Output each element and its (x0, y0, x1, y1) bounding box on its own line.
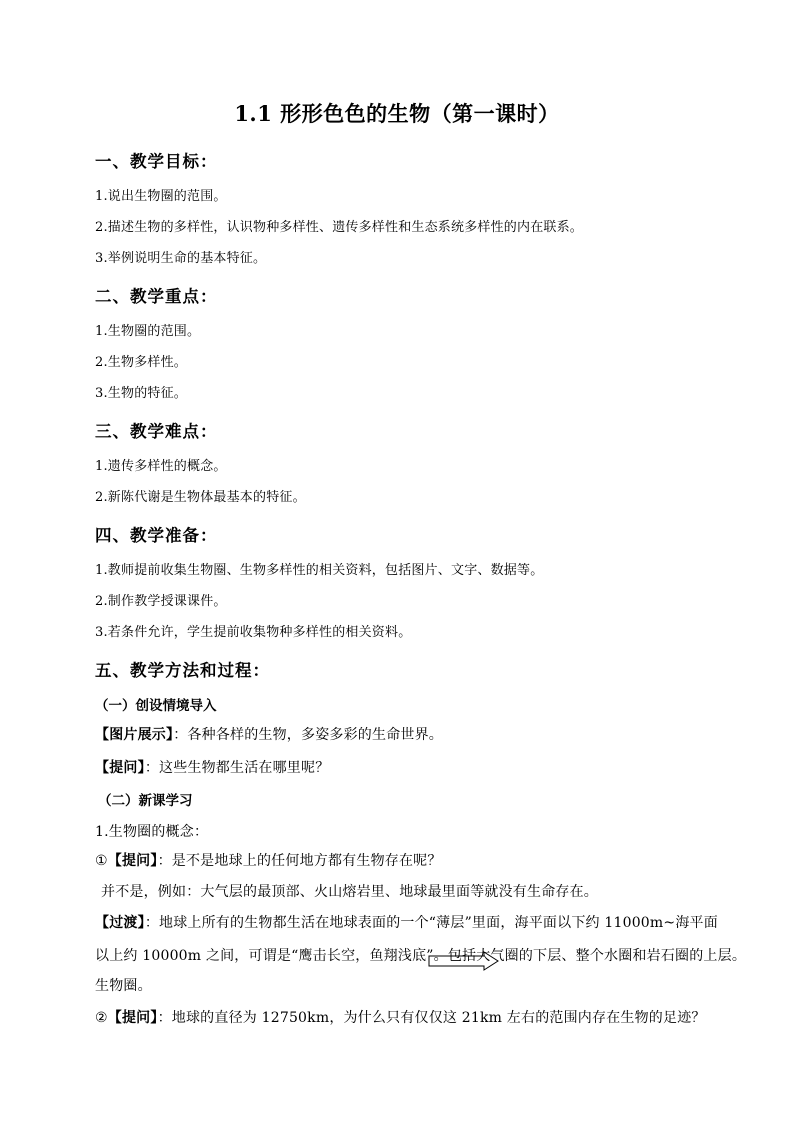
question-text-3: ：地球的直径为 12750km，为什么只有仅仅这 21km 左右的范围内存在生物的足迹？ (157, 1010, 706, 1026)
preparation-3: 3.若条件允许，学生提前收集物种多样性的相关资料。 (95, 625, 412, 640)
question-line-3 (95, 1007, 706, 1027)
question-tag-2: 【提问】 (107, 853, 158, 869)
heading-difficulties: 三、教学难点： (95, 422, 218, 441)
heading-methods: 五、教学方法和过程： (95, 661, 270, 680)
key-point-2: 2.生物多样性。 (95, 355, 188, 370)
transition-line-2: 以上约 10000m 之间，可谓是“鹰击长空，鱼翔浅底”。包括大气圈的下层、整个水圈和岩石圈的上层。 (95, 948, 747, 964)
heading-teaching-goals: 一、教学目标： (95, 152, 218, 171)
goal-item-2: 2.描述生物的多样性，认识物种多样性、遗传多样性和生态系统多样性的内在联系。 (95, 220, 584, 235)
question-tag-3: 【提问】 (107, 1010, 158, 1026)
heading-preparation: 四、教学准备： (95, 526, 218, 545)
biosphere-concept: 1.生物圈的概念： (95, 824, 209, 840)
transition-line-1 (95, 912, 718, 932)
circled-number-1: ① (95, 853, 108, 869)
difficulty-1: 1.遗传多样性的概念。 (95, 459, 227, 474)
right-arrow-icon (428, 951, 500, 971)
goal-item-1: 1.说出生物圈的范围。 (95, 189, 227, 204)
transition-text: ：地球上所有的生物都生活在地球表面的一个“薄层”里面，海平面以下约 11000m~海平面 (144, 915, 718, 931)
key-point-1: 1.生物圈的范围。 (95, 324, 201, 339)
question-text-2: ：是不是地球上的任何地方都有生物存在呢？ (157, 853, 442, 869)
transition-tag: 【过渡】 (95, 915, 145, 931)
goal-item-3: 3.举例说明生命的基本特征。 (95, 251, 267, 266)
document-title: 1.1 形形色色的生物（第一课时） (234, 101, 560, 126)
transition-line-3: 生物圈。 (95, 978, 152, 994)
picture-display-text: ：各种各样的生物，多姿多彩的生命世界。 (173, 727, 444, 743)
heading-key-points: 二、教学重点： (95, 287, 218, 306)
picture-display-tag: 【图片展示】 (95, 727, 174, 743)
question-line-1 (95, 757, 329, 777)
difficulty-2: 2.新陈代谢是生物体最基本的特征。 (95, 490, 306, 505)
circled-number-2: ② (95, 1010, 108, 1026)
question-line-2 (95, 850, 442, 870)
question-tag-1: 【提问】 (95, 760, 145, 776)
preparation-1: 1.教师提前收集生物圈、生物多样性的相关资料，包括图片、文字、数据等。 (95, 563, 544, 578)
question-text-1: ：这些生物都生活在哪里呢？ (144, 760, 330, 776)
part-1-label: （一）创设情境导入 (95, 698, 217, 714)
answer-line: 并不是，例如：大气层的最顶部、火山熔岩里、地球最里面等就没有生命存在。 (101, 884, 598, 900)
key-point-3: 3.生物的特征。 (95, 386, 188, 401)
picture-display-line (95, 724, 443, 744)
part-2-label: （二）新课学习 (98, 793, 193, 809)
preparation-2: 2.制作教学授课课件。 (95, 594, 227, 609)
